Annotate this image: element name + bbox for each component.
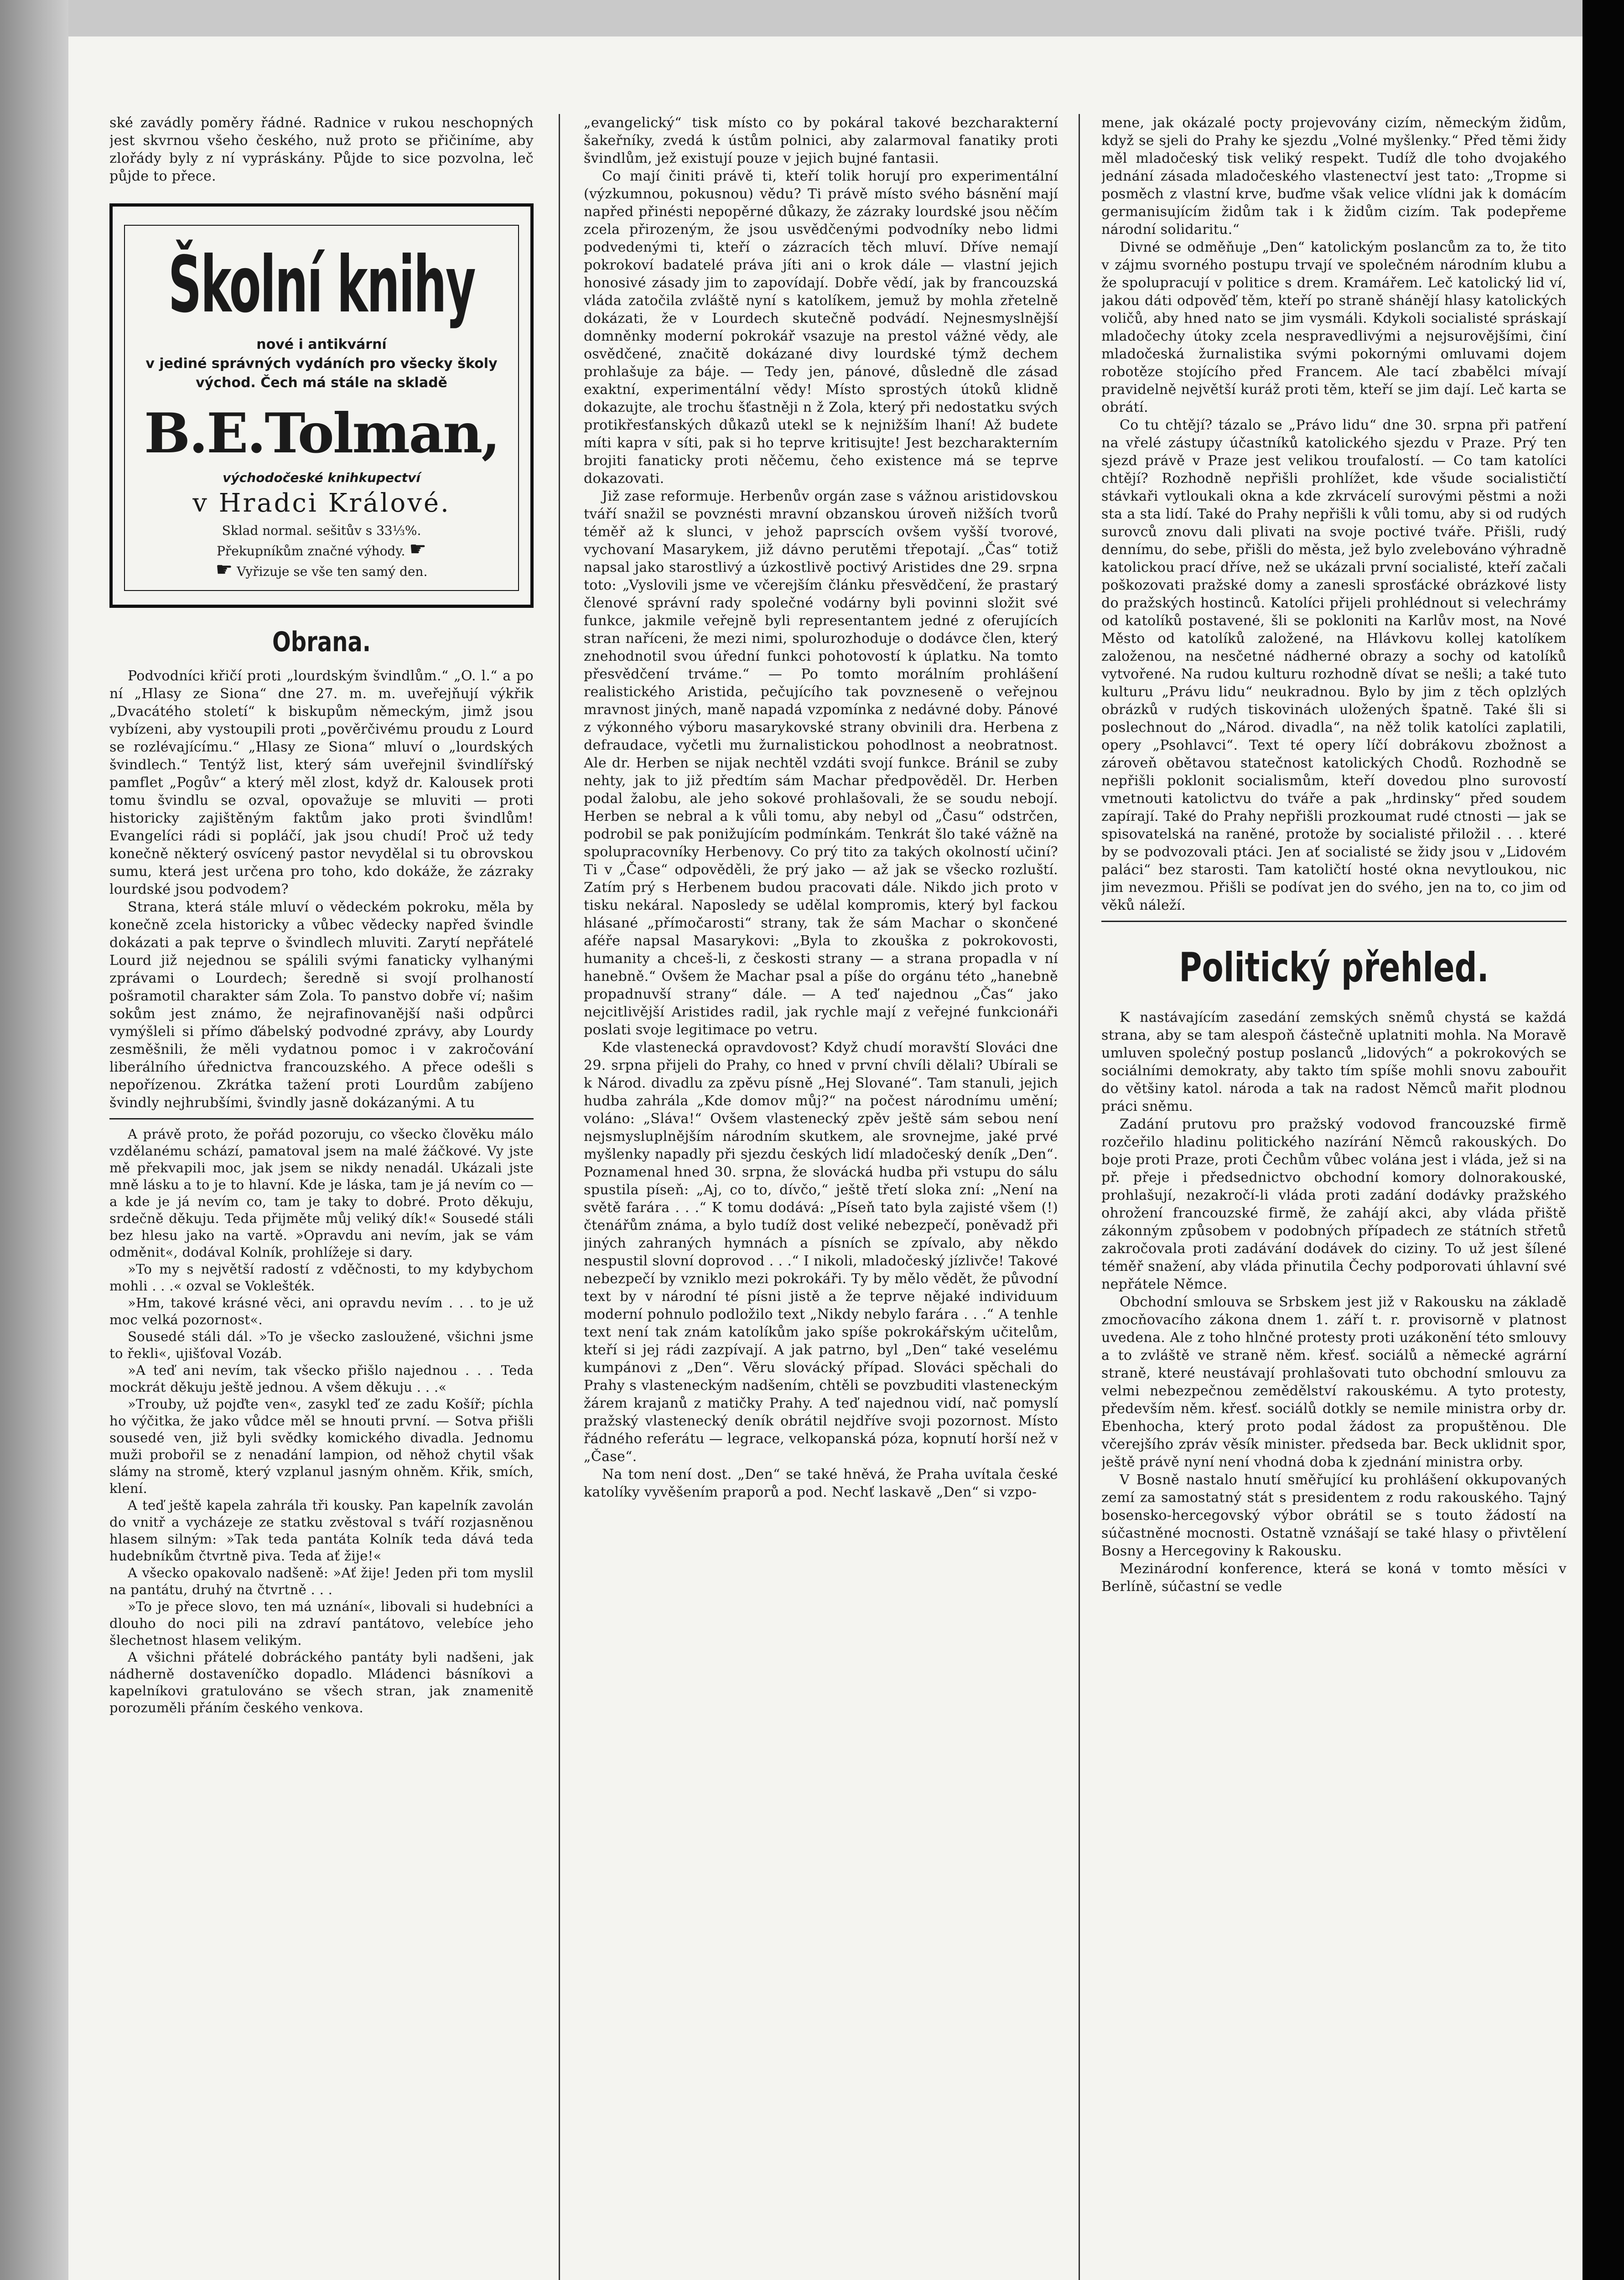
article-paragraph: Na tom není dost. „Den“ se také hněvá, že Praha uvítala české katolíky vyvěšením praporů a pod. Nechť laskavě „Den“ si vzpo- [584, 1466, 1058, 1500]
ad-company-type: východočeské knihkupectví [223, 470, 420, 485]
article-paragraph: Co tu chtějí? tázalo se „Právo lidu“ dne 30. srpna při patření na vřelé zástupy účastníků katolického sjezdu v Praze. Prý ten sjezd právě v Praze jest velikou troufalostí. — Co tam katolíci chtějí? Rozhodně nepřišli prohlížet, kde všude socialističtí stávkaři vytloukali okna a kde zkrvácelí surovými pěstmi a noži sta a sta lidí. Také do Prahy nepřišli k vůli tomu, aby si od rudých surovců znovu dali plivati na svoje poctivé tváře. Přišli, rudý dennímu, do sebe, přišli do města, jež bylo zvelebováno výhradně katolickou prací dříve, než se ukázali první socialisté, kteří začali poškozovati pražské domy a zanesli sprosťácké obrázkové listy do pražských hostinců. Katolíci přijeli prohlédnout si velechrámy od katolíků postavené, šli se pokloniti na Karlův most, na Nové Město od katolíků založené, na Hlávkovu kollej katolíkem založenou, na nesčetné nádherné obrazy a sochy od katolíků vytvořené. Na rudou kulturu rozhodně dívat se nešli; a také tuto kulturu „Právu lidu“ neukradnou. Bylo by jim z těch oplzlých obrázků v rudých tiskovinách uložených špatně. Také šli si poslechnout do „Národ. divadla“, na něž tolik katolíci zaplatili, opery „Psohlavci“. Text té opery líčí dobrákovu zbožnost a zároveň obětavou statečnost katolických Chodů. Rozhodně se nepřišli poklonit socialismům, kteří dovedou plno surovostí vmetnouti katolictvu do tváře a pak „hrdinsky“ před soudem zapírají. Také do Prahy nepřišli prozkoumat rudé ctnosti — jak se spisovatelská na raněné, protože by socialisté přiložil . . . které by se podvozovali ptáci. Jen ať socialisté se židy jsou v „Lidovém paláci“ bez starosti. Tam katoličtí hosté okna nevytloukou, nic jim nevezmou. Přišli se podívat jen do svého, jen na to, co jim od věků náleží. [1101, 417, 1567, 913]
column-1 [109, 114, 534, 2280]
story-paragraph: »To my s největší radostí z vděčnosti, to my kdybychom mohli . . .« ozval se Voklešték. [109, 1261, 534, 1294]
article-paragraph: Kde vlastenecká opravdovost? Když chudí moravští Slováci dne 29. srpna přijeli do Prahy, co hned v první chvíli dělali? Ubírali se k Národ. divadlu za zpěvu písně „Hej Slované“. Tam stanuli, jejich hudba zahrála „Kde domov můj?“ na počest národnímu umění; voláno: „Sláva!“ Ovšem vlastenecký zpěv ještě sám sebou není nejsmysluplnějším národním skutkem, ale srovnejme, jaké prvé myšlenky napadly při sjezdu českých lidí mladočeský deník „Den“. Poznamenal hned 30. srpna, že slovácká hudba při vstupu do sálu spustila píseň: „Aj, co to, dívčo,“ ještě třetí sloka zní: „Není na světě farára . . .“ K tomu dodává: „Píseň tato byla zajisté všem (!) čtenářům známa, a bylo tudíž dost veliké nebezpečí, poněvadž při jiných zahraných hymnách a písních se zpívalo, aby někdo nespustil slovní doprovod . . .“ I nikoli, mladočeský jízlivče! Takové nebezpečí by vzniklo mezi pokrokáři. Ty by mělo vědět, že původní text by v národní té písni jistě a že teprve nějaké individuum moderní pohnulo podložilo text „Nikdy nebylo farára . . .“ A tenhle text není tak znám katolíkům jako spíše pokrokářským učitelům, kteří si jej rádi zazpívají. A jak patrno, byl „Den“ také veselému kumpánovi z „Den“. Věru slovácký případ. Slováci spěchali do Prahy s vlasteneckým nadšením, chtěli se povzbuditi vlasteneckým žárem krajanů z matičky Prahy. A teď najednou vidí, nač pomyslí pražský vlastenecký deník obrátil nejdříve svoji pozornost. Místo řádného referátu — legrace, velkopanská póza, kopnutí horší než v „Čase“. [584, 1040, 1058, 1465]
column-rule-2 [1079, 114, 1080, 2280]
ad-discount: Překupníkům značné výhody. [217, 544, 405, 559]
article-paragraph: Již zase reformuje. Herbenův orgán zase s vážnou aristidovskou tváří snažil se povznésti mravní obzanskou úroveň nižších tvorů téměř až k slunci, v jehož paprscích ovšem vyšší tvorové, vychovaní Masarykem, již dávno perutěmi třepotají. „Čas“ totiž napsal jako starostlivý a úzkostlivě poctivý Aristides dne 29. srpna toto: „Vyslovili jsme ve včerejším článku přesvědčení, že prastarý členové správní rady společné vodárny byli povinni složit své funkce, jakmile veřejně byli representantem jedné z oferujících stran naříceni, že mezi nimi, spolurozhoduje o dodávce člen, který znehodnotil svou úřední funkci pohotovostí k úplatku. Na tomto přesvědčení trváme.“ — Po tomto morálním prohlášení realistického Aristida, pečujícího tak povznesenĕ o veřejnou mravnost jiných, maně napadá vzpomínka z nedávné doby. Pánové z výkonného výboru masarykovské strany obvinili dra. Herbena z defraudace, vyčetli mu žurnalistickou pohodlnost a neobratnost. Ale dr. Herben se nijak nechtěl vzdáti svojí funkce. Bránil se zuby nehty, jak to již předtím sám Machar předpověděl. Dr. Herben podal žalobu, ale jeho sokové prohlašovali, že se soudu nebojí. Herben se nebral a k vůli tomu, aby nebyl od „Času“ odstrčen, podrobil se pak ponižujícím podmínkám. Tenkrát šlo také vážně na spolupracovníky Herbenovy. Co prý tito za takých okolností učiní? Ti v „Čase“ odpověděli, že prý jako — až jak se všecko rozluští. Zatím prý s Herbenem budou pracovati dále. Nikdo jich proto v tisku nekáral. Naposledy se udělal kompromis, který byl fackou hlásané „přímočarosti“ strany, tak že sám Machar o skončené aféře napsal Masarykovi: „Byla to zkouška z pokrokovosti, humanity a chceš-li, z českosti strany — a strana propadla v ní hanebně.“ Ovšem že Machar psal a píše do orgánu této „hanebně propadnuvší strany“ dále. — A teď najednou „Čas“ jako nejcitlivější Aristides radil, jak rychle mají z veřejné funkcionáři poslati svoje legitimace po vetru. [584, 488, 1058, 1038]
ad-city: v Hradci Králové. [192, 488, 451, 518]
story-paragraph: »To je přece slovo, ten má uznání«, libovali si hudebníci a dlouho do noci pili na zdraví pantátovo, velebíce jeho šlechetnost hlasem velikým. [109, 1599, 534, 1648]
divider [1101, 921, 1567, 922]
column-3 [1101, 114, 1567, 2280]
ad-company-name: B.E.Tolman, [144, 401, 499, 466]
newspaper-page [68, 36, 1582, 2280]
story-paragraph: A právě proto, že pořád pozoruju, co všecko člověku málo vzdělanému schází, pamatoval jsem na malé žáčkové. Vy jste mě překvapili moc, jak jsem se nikdy nenadál. Ukázali jste mně lásku a to je to hlavní. Kde je láska, tam je já nevím co — a kde je já nevím co, tam je taky to dobré. Proto děkuju, srdečně děkuju. Teda přijměte můj veliký dík!« Sousedé stáli bez hlesu jako na vartě. »Opravdu ani nevím, jak se vám odměnit«, dodával Kolník, prohlížeje si dary. [109, 1126, 534, 1260]
scan-margin [0, 0, 68, 2280]
section-title-political-overview: Politický přehled. [1179, 944, 1489, 991]
pointing-hand-icon: ☛ [409, 538, 426, 560]
story-paragraph: A všichni přátelé dobráckého pantáty byli nadšeni, jak nádherně dostaveníčko dopadlo. Mládenci básníkovi a kapelníkovi gratulováno se všech stran, jak znamenitě porozuměli přáním českého venkova. [109, 1649, 534, 1715]
article-paragraph: mene, jak okázalé pocty projevovány cizím, německým židům, když se sjeli do Prahy ke sjezdu „Volné myšlenky.“ Před těmi židy měl mladočeský tisk veliký respekt. Tudíž dle toho dvojakého jednání zásada mladočeského vlastenectví jest tato: „Tropme si posměch z vlastní krve, buďme však velice vlídni jak k domácím germanisujícím židům tak i k židům cizím. Tak podepřeme národní solidaritu.“ [1101, 115, 1567, 238]
story-paragraph: A všecko opakovalo nadšeně: »Ať žije! Jeden při tom myslil na pantátu, druhý na čtvrtně . . . [109, 1565, 534, 1597]
story-paragraph: Sousedé stáli dál. »To je všecko zasloužené, všichni jsme to řekli«, ujišťoval Vozáb. [109, 1329, 534, 1361]
ad-title: Školní knihy [168, 240, 475, 330]
divider [109, 1118, 534, 1119]
bookshop-advertisement [109, 203, 534, 608]
scan-edge [1582, 0, 1624, 2280]
article-paragraph: Divné se odměňuje „Den“ katolickým poslancům za to, že tito v zájmu svorného postupu trvají ve společném národním klubu a že spolupracují v politice s drem. Kramářem. Leč katolický lid ví, jakou dáti odpověď těm, kteří po straně shánějí hlasy katolických voličů, aby hned nato se jim vysmáli. Kdykoli socialisté spráskají mladočechy útoky zcela nespravedlivými a nejsurovějšími, činí mladočeská žurnalistika svými pokornými omluvami dojem robotěze stojícího před Francem. Ale tací zbabělci mívají pravidelně největší kuráž proti těm, kteří se jim dají. Leč karta se obrátí. [1101, 239, 1567, 415]
politics-paragraph: Mezinárodní konference, která se koná v tomto měsíci v Berlíně, súčastní se vedle [1101, 1561, 1567, 1595]
politics-paragraph: Obchodní smlouva se Srbskem jest již v Rakousku na základě zmocňovacího zákona dnem 1. září t. r. provisorně v platnost uvedena. Ale z toho hlnčné protesty proti uzákonění této smlouvy a to zvláště ve straně něm. křesť. sociálů a německé agrární straně, které neustávají prohlašovati tuto obchodní smlouvu za velmi nebezpečnou zemědělství rakouskému. A tyto protesty, především něm. křesť. sociálů dotkly se nemile ministra orby dr. Ebenhocha, který proto podal žádost za propuštěnou. Dle včerejšího zpráv věsík minister. předseda bar. Beck uklidnit spor, ještě právě nyní není vhodná doba k zjednání ministra orby. [1101, 1294, 1567, 1470]
section-title-obrana: Obrana. [272, 626, 371, 658]
ad-line-new-antique: nové i antikvární [256, 337, 387, 352]
column-2 [584, 114, 1058, 2280]
ad-handling: Vyřizuje se vše ten samý den. [237, 564, 428, 579]
obrana-paragraph: Strana, která stále mluví o vědeckém pokroku, měla by konečně zcela historicky a vůbec vědecky napřed švindle dokázati a pak teprve o švindlech mluviti. Zarytí nepřátelé Lourd již nejednou se spálili svými fanaticky vylhanými zprávami o Lourdech; šeredně si svojí prolhaností pošramotil charakter sám Zola. To panstvo dobře ví; našim sokům jest známo, že nejrafinovanější naši odpůrci vymýšleli si přímo ďábelský podvodné zprávy, aby Lourdy zesměšnili, že měli vydatnou pomoc i v zakročování liberálního úřednictva francouzského. A přece odešli s nepořízenou. Zkrátka tažení proti Lourdům zabíjeno švindly nejhrubšími, švindly jasně dokázanými. A tu [109, 899, 534, 1111]
intro-paragraph: ské zavádly poměry řádné. Radnice v rukou neschopných jest skvrnou všeho českého, nuž proto se přičiníme, aby zlořády byly z ní vypráskány. Půjde to sice pozvolna, leč půjde to přece. [109, 115, 534, 184]
story-paragraph: »Trouby, už pojďte ven«, zasykl teď ze zadu Košíř; píchla ho výčitka, že jako vůdce měl se hnouti první. — Sotva přišli sousedé ven, již byli svědky komického divadla. Jednomu muži probořil se z nenadání lampion, od něhož chytil však slámy na stromě, který vzplanul jasným ohněm. Křik, smích, klení. [109, 1396, 534, 1496]
ad-stock: Sklad normal. sešitův s 33⅓%. [222, 523, 421, 538]
article-paragraph: „evangelický“ tisk místo co by pokáral takové bezcharakterní šakeřníky, zvedá k ústům polnici, aby zalarmoval fanatiky proti švindlům, jež existují pouze v jejich bujné fantasii. [584, 115, 1058, 166]
story-paragraph: A teď ještě kapela zahrála tři kousky. Pan kapelník zavolán do vnitř a vycházeje ze statku zvěstoval s tváří rozjasněnou hlasem silným: »Tak teda pantáta Kolník teda dává teda hudebníkům čtvrtně piva. Teda ať žije!« [109, 1498, 534, 1564]
obrana-paragraph: Podvodníci křičí proti „lourdským švindlům.“ „O. l.“ a po ní „Hlasy ze Siona“ dne 27. m. m. uveřejňují výkřik „Dvacátého století“ k biskupům německým, jimž jsou vybízeni, aby vystoupili proti „pověrčivému proudu z Lourd se rozlévajícímu.“ „Hlasy ze Siona“ mluví o „lourdských švindlech.“ Tentýž list, který sám uveřejnil švindlířský pamflet „Pogův“ a který měl zlost, když dr. Kalousek proti tomu švindlu se ozval, opovažuje se mluviti — proti historicky zajištěným faktům jako proti švindlům! Evangelíci rádi si popláčí, jak jsou chudí! Proč už tedy konečně některý osvícený pastor nevydělal si tu obrovskou sumu, která jest určena pro toho, kdo dokáže, že zázraky lourdské jsou podvodem? [109, 668, 534, 897]
politics-paragraph: K nastávajícím zasedání zemských sněmů chystá se každá strana, aby se tam alespoň částečně uplatniti mohla. Na Moravě umluven společný postup poslanců „lidových“ a pokrokových se sociálními demokraty, aby takto tím spíše mohli snovu zabouřit do většiny katol. národa a tak na radost Němců mařit plodnou práci sněmu. [1101, 1010, 1567, 1114]
article-paragraph: Co mají činiti právě ti, kteří tolik horují pro experimentální (výzkumnou, pokusnou) vědu? Ti právě místo svého básnění mají napřed přinésti nepopěrné důkazy, že zázraky lourdské jsou něčím zcela přirozeným, že jsou usvědčenými podvodníky nebo lidmi podvedenými ti, kteří o zázracích těch mluví. Dříve nemají pokrokoví badatelé práva jíti ani o krok dále — vlastní jejich honosivé zásady jim to zapovídají. Dobře vědí, jak by francouzská vláda zatočila zvláště nyní s katolíkem, jemuž by mohla zřetelně dokázati, že v Lourdech skutečně podvádí. Nejnesmyslnější domněnky moderní pokrokář vsazuje na prestol vážné vědy, ale osvědčené, značitě dokázané divy lourdské týmž dechem prohlašuje za báje. — Tedy jen, pánové, důsledně dle zásad exaktní, experimentální vědy! Místo sprostých útoků klidně dokazujte, ale trochu šťastněji n ž Zola, který při nedostatku svých protikřesťanských důkazů utekl se k nejnižším lhaní! Až budete míti kapra v síti, pak si ho teprve kritisujte! Jest bezcharakterním brojiti fanaticky proti něčemu, čeho existence má se teprve dokazovati. [584, 168, 1058, 487]
column-rule-1 [559, 114, 560, 2280]
ad-line-editions: v jediné správných vydáních pro všecky školy východ. Čech má stále na skladě [145, 356, 498, 391]
politics-paragraph: V Bosně nastalo hnutí směřující ku prohlášení okkupovaných zemí za samostatný stát s presidentem z rodu rakouského. Tajný bosensko-hercegovský výbor obrátil se s touto žádostí na súčastněné mocnosti. Ostatně vznášají se také hlasy o přivtělení Bosny a Hercegoviny k Rakousku. [1101, 1472, 1567, 1559]
feuilleton-story [109, 1126, 534, 1716]
story-paragraph: »Hm, takové krásné věci, ani opravdu nevím . . . to je už moc velká pozornost«. [109, 1295, 534, 1327]
politics-paragraph: Zadání prutovu pro pražský vodovod francouzské firmě rozčeřilo hladinu politického nazírání Němců rakouských. Do boje proti Praze, proti Čechům vůbec volána jest i vláda, jež si na př. přeje i předsednictvo obchodní komory dolnorakouské, prohlašují, nezakročí-li vláda proti zadání dodávky pražského ohrožení francouzské firmě, že zahájí akci, aby vláda přiště zákonným způsobem v podobných případech ze státních střetů zakročovala proti zadávání dodávek do ciziny. To už jest šílené téměř snažení, aby vláda přinutila Čechy podporovati úhlavní své nepřátele Němce. [1101, 1116, 1567, 1292]
story-paragraph: »A teď ani nevím, tak všecko přišlo najednou . . . Teda mockrát děkuju ještě jednou. A všem děkuju . . .« [109, 1363, 534, 1395]
pointing-hand-icon: ☛ [215, 558, 233, 580]
